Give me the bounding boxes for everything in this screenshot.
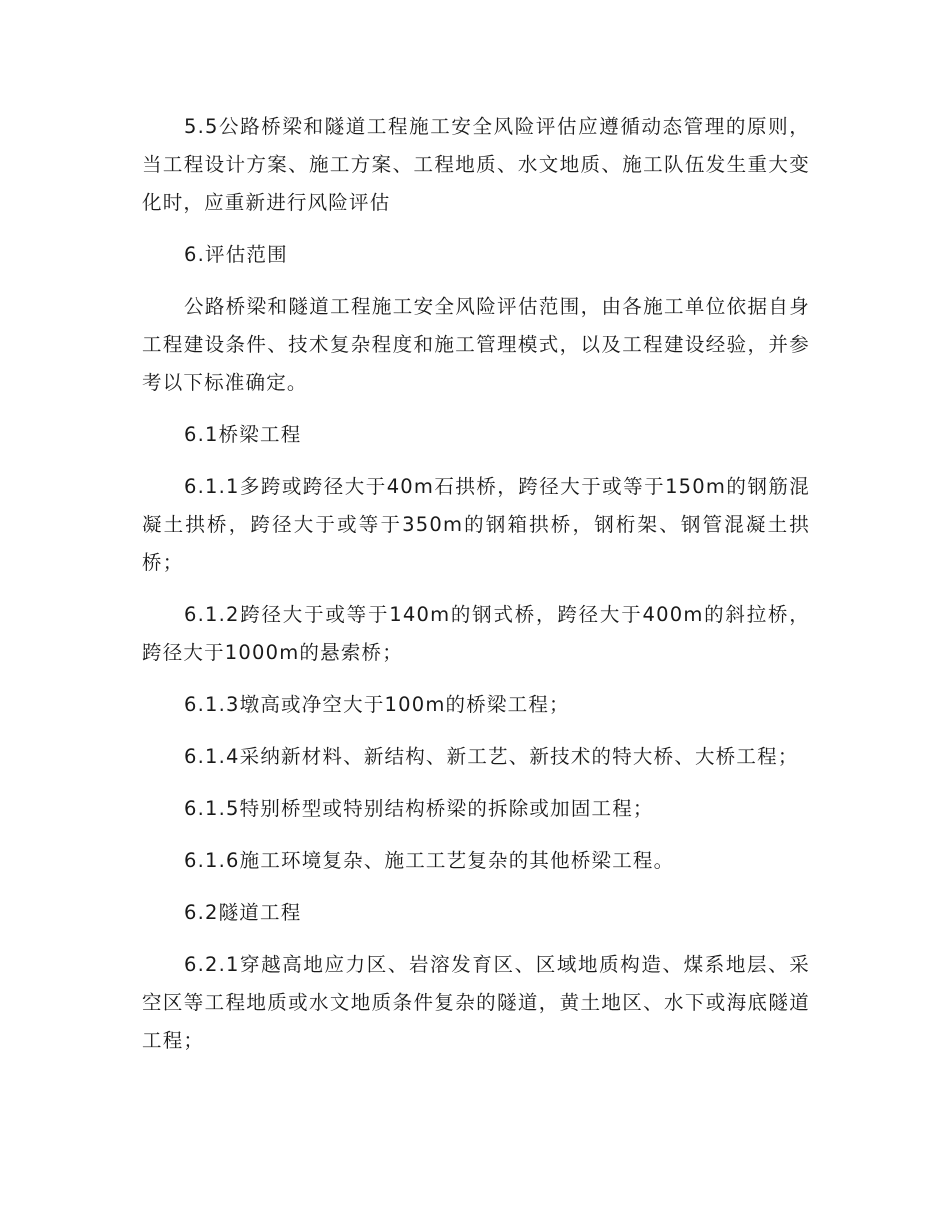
paragraph-6-1-2: 6.1.2跨径大于或等于140m的钢式桥，跨径大于400m的斜拉桥，跨径大于1000m的悬索桥；	[142, 603, 810, 664]
subsection-heading-6-2: 6.2隧道工程	[184, 901, 302, 924]
paragraph-scope: 公路桥梁和隧道工程施工安全风险评估范围，由各施工单位依据自身工程建设条件、技术复杂程度和施工管理模式，以及工程建设经验，并参考以下标准确定。	[142, 295, 810, 394]
paragraph-6-1-3: 6.1.3墩高或净空大于100m的桥梁工程；	[184, 693, 570, 716]
paragraph-6-1-1: 6.1.1多跨或跨径大于40m石拱桥，跨径大于或等于150m的钢筋混凝土拱桥，跨径大于或等于350m的钢箱拱桥，钢桁架、钢管混凝土拱桥；	[142, 475, 810, 574]
subsection-heading-6-1: 6.1桥梁工程	[184, 423, 302, 446]
paragraph-6-2-1: 6.2.1穿越高地应力区、岩溶发育区、区域地质构造、煤系地层、采空区等工程地质或水文地质条件复杂的隧道，黄土地区、水下或海底隧道工程；	[142, 953, 810, 1052]
document-body	[142, 108, 810, 1074]
paragraph-6-1-6: 6.1.6施工环境复杂、施工工艺复杂的其他桥梁工程。	[184, 849, 675, 872]
paragraph-5-5: 5.5公路桥梁和隧道工程施工安全风险评估应遵循动态管理的原则，当工程设计方案、施工方案、工程地质、水文地质、施工队伍发生重大变化时，应重新进行风险评估	[142, 115, 810, 214]
paragraph-6-1-4: 6.1.4采纳新材料、新结构、新工艺、新技术的特大桥、大桥工程；	[184, 745, 799, 768]
section-heading-6: 6.评估范围	[184, 243, 288, 266]
paragraph-6-1-5: 6.1.5特别桥型或特别结构桥梁的拆除或加固工程；	[184, 797, 654, 820]
